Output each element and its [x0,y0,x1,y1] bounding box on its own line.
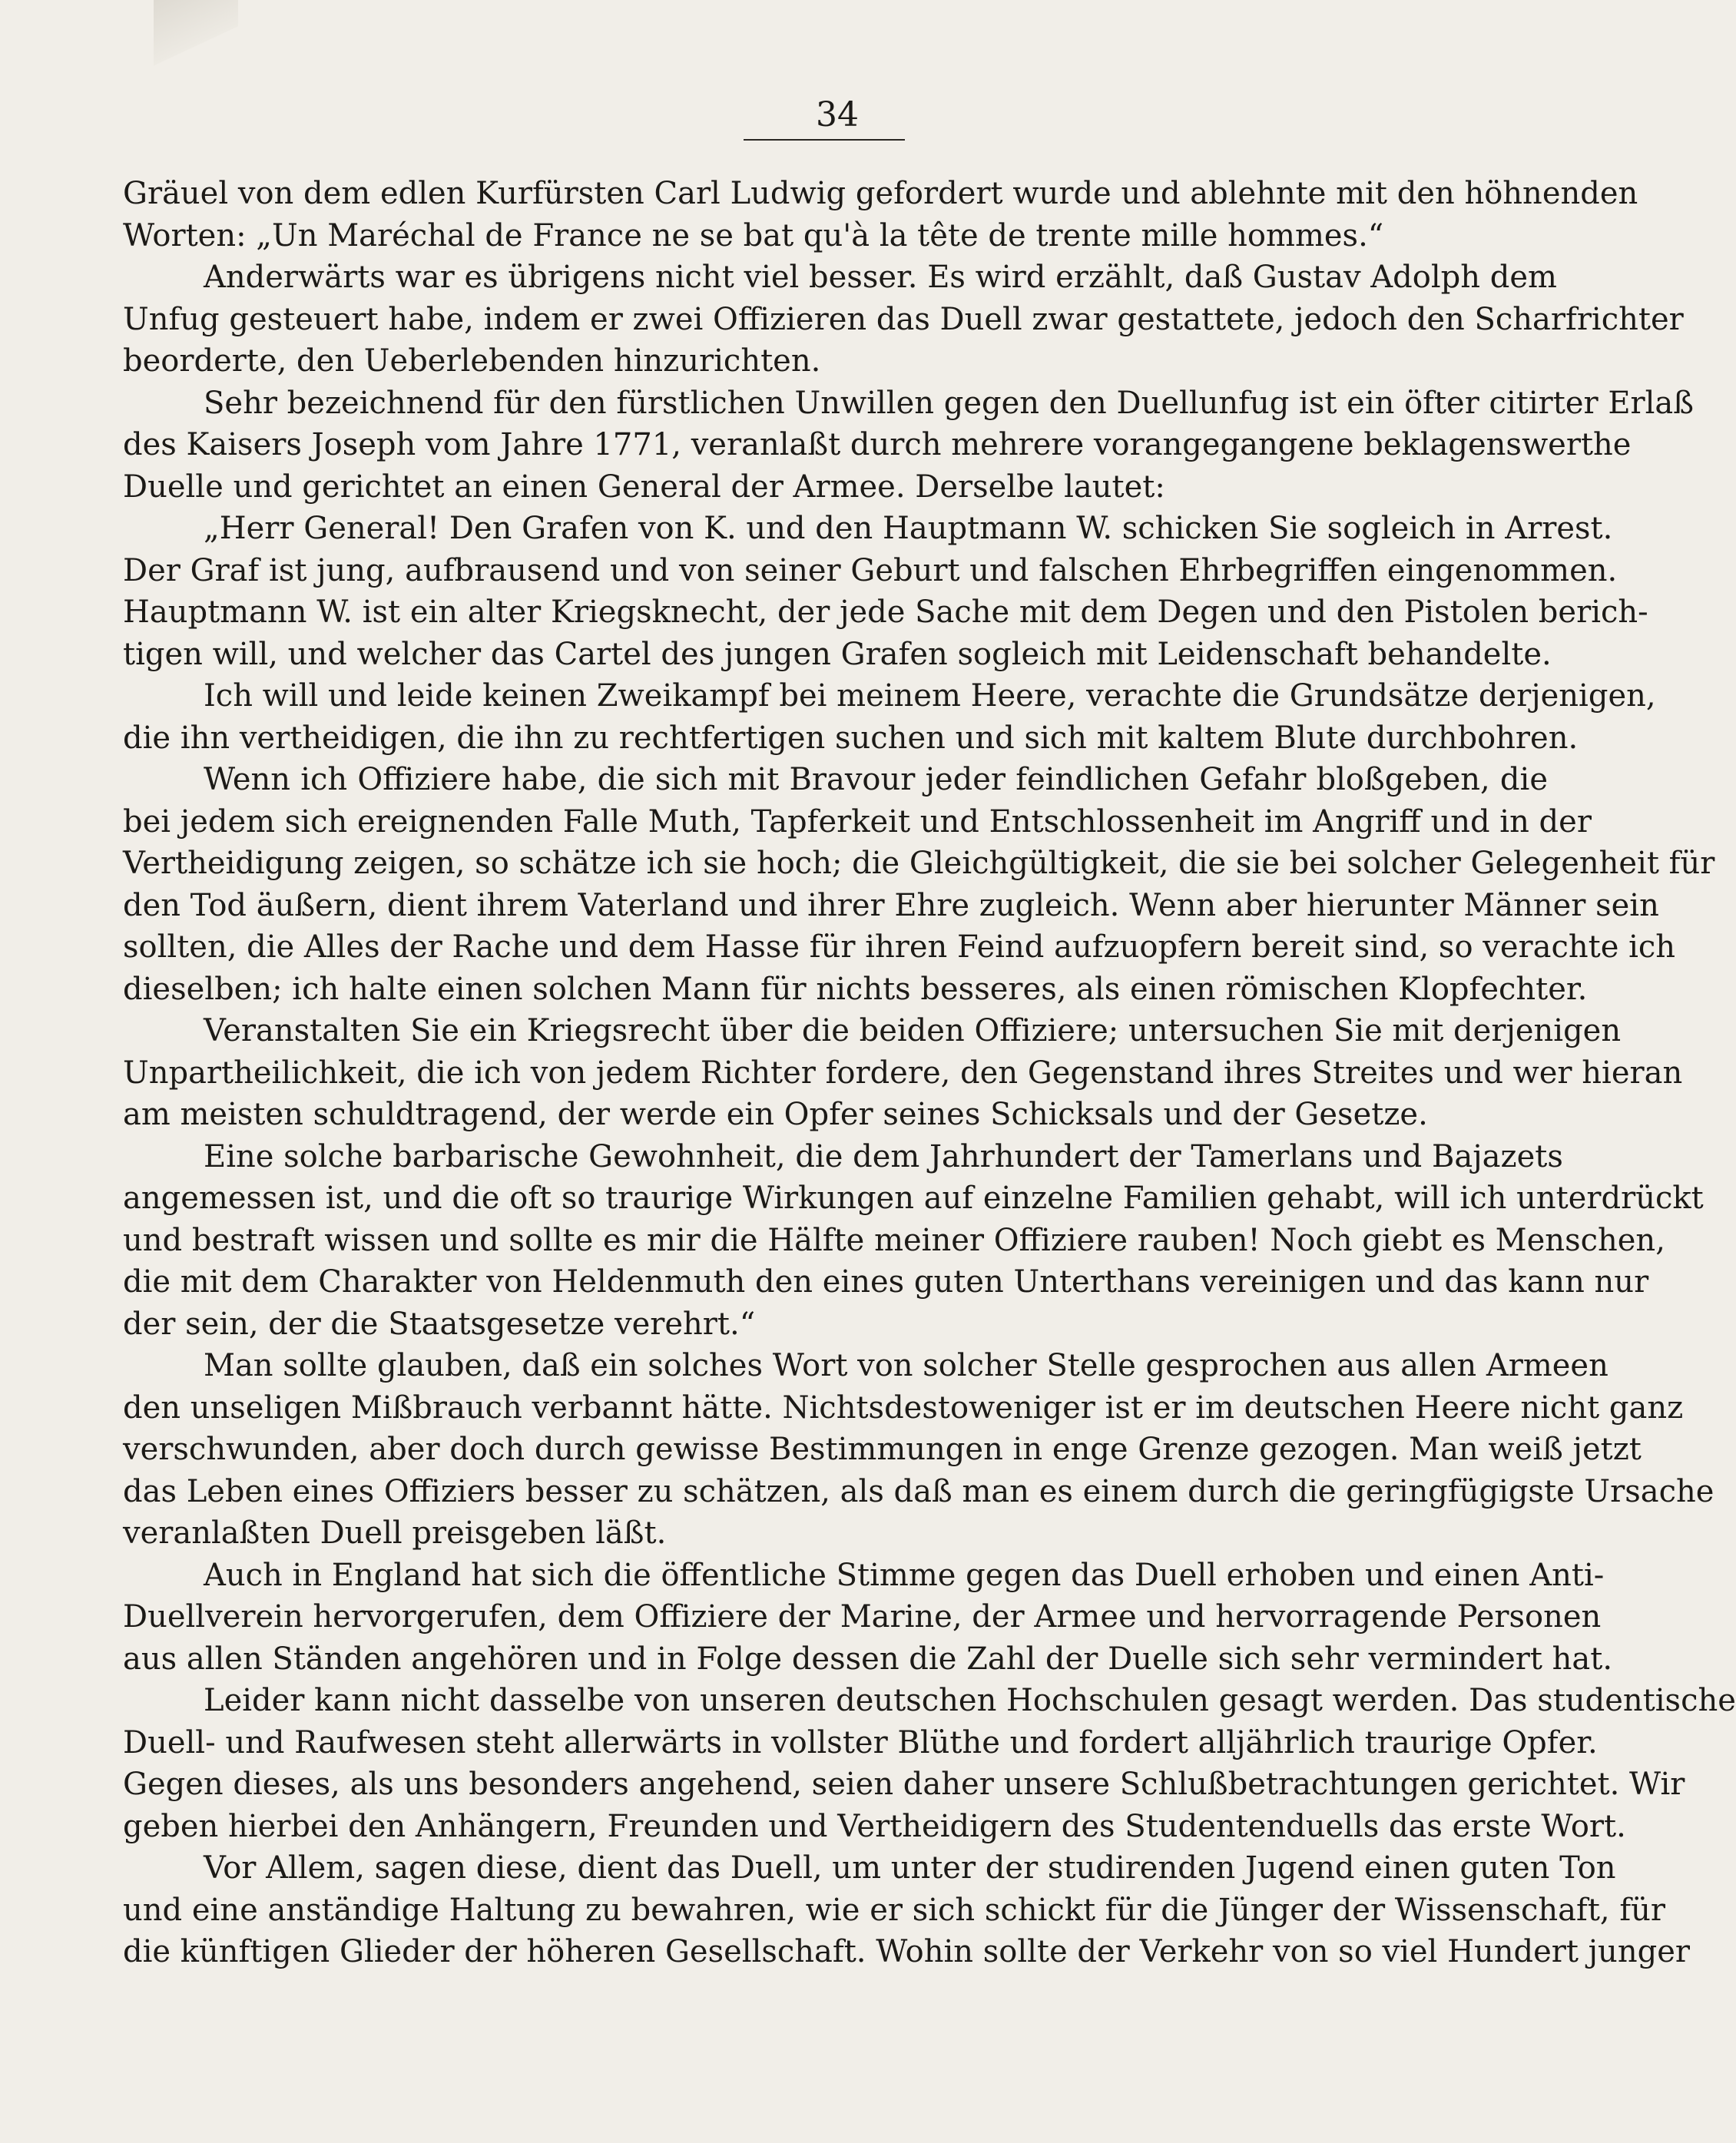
text-line: Duellverein hervorgerufen, dem Offiziere der Marine, der Armee und hervorragende Personen [123,1599,1602,1635]
page-number: 34 [816,95,859,134]
text-line: beorderte, den Ueberlebenden hinzurichten. [123,343,821,379]
text-line: Worten: „Un Maréchal de France ne se bat qu'à la tête de trente mille hommes.“ [123,217,1384,253]
text-line: des Kaisers Joseph vom Jahre 1771, veranlaßt durch mehrere vorangegangene beklagenswerthe [123,427,1632,462]
text-line: Leider kann nicht dasselbe von unseren deutschen Hochschulen gesagt werden. Das studentische [204,1683,1736,1718]
page-number-rule [744,139,905,141]
text-line: angemessen ist, und die oft so traurige Wirkungen auf einzelne Familien gehabt, will ich unterdrückt [123,1181,1704,1216]
text-line: Gräuel von dem edlen Kurfürsten Carl Ludwig gefordert wurde und ablehnte mit den höhnenden [123,176,1638,211]
text-line: Veranstalten Sie ein Kriegsrecht über die beiden Offiziere; untersuchen Sie mit derjenigen [204,1013,1622,1048]
text-line: Vertheidigung zeigen, so schätze ich sie hoch; die Gleichgültigkeit, die sie bei solcher Gelegenheit für [123,846,1715,881]
text-line: die künftigen Glieder der höheren Gesellschaft. Wohin sollte der Verkehr von so viel Hundert junger [123,1934,1690,1969]
text-line: tigen will, und welcher das Cartel des jungen Grafen sogleich mit Leidenschaft behandelte. [123,636,1552,672]
text-line: geben hierbei den Anhängern, Freunden und Vertheidigern des Studentenduells das erste Wort. [123,1808,1626,1844]
text-line: Unpartheilichkeit, die ich von jedem Richter fordere, den Gegenstand ihres Streites und wer hieran [123,1055,1683,1091]
text-line: verschwunden, aber doch durch gewisse Bestimmungen in enge Grenze gezogen. Man weiß jetzt [123,1432,1642,1467]
text-line: Eine solche barbarische Gewohnheit, die dem Jahrhundert der Tamerlans und Bajazets [204,1138,1563,1174]
text-line: Sehr bezeichnend für den fürstlichen Unwillen gegen den Duellunfug ist ein öfter citirter Erlaß [204,385,1694,421]
text-line: Gegen dieses, als uns besonders angehend, seien daher unsere Schlußbetrachtungen gerichtet. Wir [123,1767,1685,1802]
text-line: die ihn vertheidigen, die ihn zu rechtfertigen suchen und sich mit kaltem Blute durchbohren. [123,720,1579,756]
text-line: bei jedem sich ereignenden Falle Muth, Tapferkeit und Entschlossenheit im Angriff und in der [123,803,1592,840]
page-corner-fold [154,0,238,69]
text-line: Duell- und Raufwesen steht allerwärts in vollster Blüthe und fordert alljährlich traurige Opfer. [123,1724,1598,1760]
text-line: aus allen Ständen angehören und in Folge dessen die Zahl der Duelle sich sehr vermindert hat. [123,1641,1613,1677]
text-line: der sein, der die Staatsgesetze verehrt.“ [123,1306,756,1342]
body-text [123,173,1736,1973]
text-line: Hauptmann W. ist ein alter Kriegsknecht, der jede Sache mit dem Degen und den Pistolen berich- [123,595,1648,630]
text-line: Anderwärts war es übrigens nicht viel besser. Es wird erzählt, daß Gustav Adolph dem [204,260,1557,295]
text-line: das Leben eines Offiziers besser zu schätzen, als daß man es einem durch die geringfügigste Ursache [123,1473,1714,1509]
text-line: am meisten schuldtragend, der werde ein Opfer seines Schicksals und der Gesetze. [123,1097,1428,1132]
text-line: und eine anständige Haltung zu bewahren, wie er sich schickt für die Jünger der Wissenschaft, für [123,1892,1666,1928]
text-line: und bestraft wissen und sollte es mir die Hälfte meiner Offiziere rauben! Noch giebt es Menschen, [123,1222,1665,1258]
text-line: sollten, die Alles der Rache und dem Hasse für ihren Feind aufzuopfern bereit sind, so verachte ich [123,929,1676,965]
text-line: Wenn ich Offiziere habe, die sich mit Bravour jeder feindlichen Gefahr bloßgeben, die [204,762,1548,797]
text-line: Auch in England hat sich die öffentliche Stimme gegen das Duell erhoben und einen Anti- [204,1557,1605,1593]
text-line: veranlaßten Duell preisgeben läßt. [123,1515,667,1551]
text-line: dieselben; ich halte einen solchen Mann für nichts besseres, als einen römischen Klopfechter. [123,971,1588,1007]
text-line: die mit dem Charakter von Heldenmuth den eines guten Unterthans vereinigen und das kann nur [123,1264,1649,1300]
text-line: Der Graf ist jung, aufbrausend und von seiner Geburt und falschen Ehrbegriffen eingenommen. [123,552,1618,588]
text-line: Vor Allem, sagen diese, dient das Duell, um unter der studirenden Jugend einen guten Ton [204,1850,1616,1886]
text-line: Unfug gesteuert habe, indem er zwei Offizieren das Duell zwar gestattete, jedoch den Scharfrichter [123,301,1684,337]
text-line: Man sollte glauben, daß ein solches Wort von solcher Stelle gesprochen aus allen Armeen [204,1348,1608,1383]
text-line: Ich will und leide keinen Zweikampf bei meinem Heere, verachte die Grundsätze derjenigen, [204,678,1656,714]
text-line: den unseligen Mißbrauch verbannt hätte. Nichtsdestoweniger ist er im deutschen Heere nicht ganz [123,1389,1684,1426]
text-line: „Herr General! Den Grafen von K. und den Hauptmann W. schicken Sie sogleich in Arrest. [204,511,1613,546]
text-line: Duelle und gerichtet an einen General der Armee. Derselbe lautet: [123,469,1165,505]
text-line: den Tod äußern, dient ihrem Vaterland und ihrer Ehre zugleich. Wenn aber hierunter Männer sein [123,887,1659,923]
